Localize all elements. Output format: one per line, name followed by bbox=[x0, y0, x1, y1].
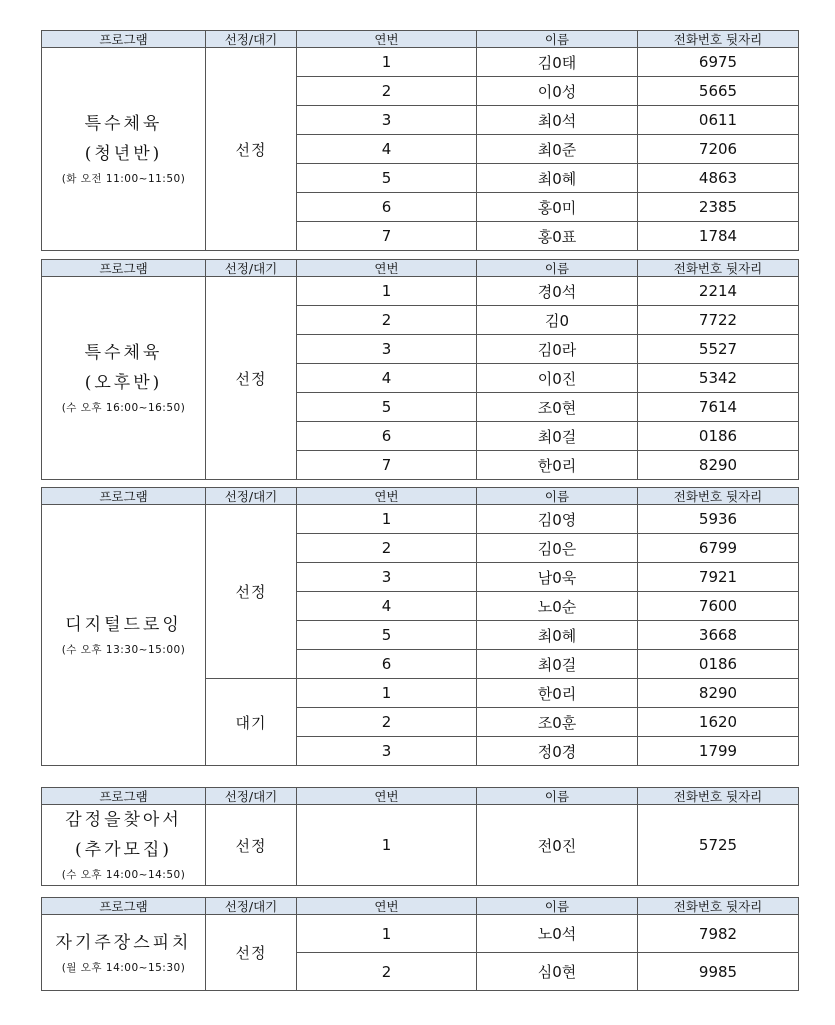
program-subtitle: (청년반) bbox=[84, 144, 163, 164]
header-name: 이름 bbox=[477, 31, 638, 48]
table-row bbox=[42, 805, 799, 886]
row-phone: 8290 bbox=[638, 451, 799, 480]
header-name: 이름 bbox=[477, 260, 638, 277]
row-no: 5 bbox=[297, 621, 477, 650]
row-phone: 2214 bbox=[638, 277, 799, 306]
header-row bbox=[42, 31, 799, 48]
program-title: 특수체육 bbox=[84, 114, 163, 134]
program-title: 감정을찾아서 bbox=[65, 810, 182, 830]
row-phone: 7614 bbox=[638, 393, 799, 422]
row-no: 3 bbox=[297, 563, 477, 592]
row-name: 김0영 bbox=[477, 505, 638, 534]
row-no: 6 bbox=[297, 650, 477, 679]
row-name: 한0리 bbox=[477, 679, 638, 708]
header-status: 선정/대기 bbox=[206, 898, 297, 915]
row-name: 최0혜 bbox=[477, 164, 638, 193]
program-table-3 bbox=[41, 487, 799, 766]
program-title: 디지털드로잉 bbox=[65, 615, 182, 635]
program-cell bbox=[42, 48, 206, 251]
row-no: 1 bbox=[297, 505, 477, 534]
row-no: 4 bbox=[297, 592, 477, 621]
program-cell bbox=[42, 805, 206, 886]
row-phone: 0186 bbox=[638, 650, 799, 679]
row-name: 전0진 bbox=[477, 805, 638, 886]
row-no: 6 bbox=[297, 193, 477, 222]
row-name: 조0훈 bbox=[477, 708, 638, 737]
header-status: 선정/대기 bbox=[206, 488, 297, 505]
header-row bbox=[42, 898, 799, 915]
row-name: 남0욱 bbox=[477, 563, 638, 592]
status-cell: 선정 bbox=[206, 277, 297, 480]
row-name: 한0리 bbox=[477, 451, 638, 480]
row-no: 1 bbox=[297, 277, 477, 306]
table-row bbox=[42, 48, 799, 77]
row-phone: 7206 bbox=[638, 135, 799, 164]
row-name: 심0현 bbox=[477, 953, 638, 991]
row-phone: 1799 bbox=[638, 737, 799, 766]
header-program: 프로그램 bbox=[42, 788, 206, 805]
row-no: 4 bbox=[297, 135, 477, 164]
header-no: 연번 bbox=[297, 260, 477, 277]
status-cell: 선정 bbox=[206, 915, 297, 991]
header-name: 이름 bbox=[477, 488, 638, 505]
row-phone: 6799 bbox=[638, 534, 799, 563]
program-table-5 bbox=[41, 897, 799, 991]
row-phone: 0611 bbox=[638, 106, 799, 135]
program-title: 특수체육 bbox=[84, 343, 163, 363]
program-title: 자기주장스피치 bbox=[55, 932, 192, 953]
program-cell bbox=[42, 915, 206, 991]
row-no: 5 bbox=[297, 164, 477, 193]
program-subtitle: (오후반) bbox=[84, 373, 163, 393]
header-row bbox=[42, 260, 799, 277]
program-time: (수 오후 16:00~16:50) bbox=[61, 402, 186, 414]
row-name: 이0성 bbox=[477, 77, 638, 106]
program-time: (수 오후 14:00~14:50) bbox=[61, 869, 186, 881]
header-phone: 전화번호 뒷자리 bbox=[638, 488, 799, 505]
header-name: 이름 bbox=[477, 898, 638, 915]
row-phone: 4863 bbox=[638, 164, 799, 193]
row-no: 2 bbox=[297, 77, 477, 106]
header-phone: 전화번호 뒷자리 bbox=[638, 260, 799, 277]
row-phone: 7600 bbox=[638, 592, 799, 621]
header-status: 선정/대기 bbox=[206, 31, 297, 48]
row-name: 김0 bbox=[477, 306, 638, 335]
row-name: 경0석 bbox=[477, 277, 638, 306]
row-name: 홍0미 bbox=[477, 193, 638, 222]
row-no: 2 bbox=[297, 953, 477, 991]
header-program: 프로그램 bbox=[42, 898, 206, 915]
program-subtitle: (추가모집) bbox=[75, 840, 172, 860]
row-phone: 0186 bbox=[638, 422, 799, 451]
status-cell: 선정 bbox=[206, 48, 297, 251]
row-no: 1 bbox=[297, 805, 477, 886]
row-phone: 1784 bbox=[638, 222, 799, 251]
header-no: 연번 bbox=[297, 31, 477, 48]
header-program: 프로그램 bbox=[42, 31, 206, 48]
row-name: 최0준 bbox=[477, 135, 638, 164]
header-phone: 전화번호 뒷자리 bbox=[638, 31, 799, 48]
header-no: 연번 bbox=[297, 898, 477, 915]
header-phone: 전화번호 뒷자리 bbox=[638, 788, 799, 805]
program-table-1 bbox=[41, 30, 799, 251]
program-cell bbox=[42, 277, 206, 480]
row-phone: 2385 bbox=[638, 193, 799, 222]
row-phone: 6975 bbox=[638, 48, 799, 77]
program-table-2 bbox=[41, 259, 799, 480]
row-no: 1 bbox=[297, 48, 477, 77]
header-program: 프로그램 bbox=[42, 260, 206, 277]
row-phone: 9985 bbox=[638, 953, 799, 991]
row-name: 노0석 bbox=[477, 915, 638, 953]
row-name: 최0혜 bbox=[477, 621, 638, 650]
row-phone: 7982 bbox=[638, 915, 799, 953]
row-phone: 1620 bbox=[638, 708, 799, 737]
program-time: (월 오후 14:00~15:30) bbox=[61, 961, 186, 974]
row-no: 3 bbox=[297, 737, 477, 766]
row-no: 3 bbox=[297, 335, 477, 364]
row-name: 최0걸 bbox=[477, 650, 638, 679]
program-cell bbox=[42, 505, 206, 766]
table-row bbox=[42, 505, 799, 534]
row-name: 조0현 bbox=[477, 393, 638, 422]
row-no: 2 bbox=[297, 534, 477, 563]
row-no: 2 bbox=[297, 306, 477, 335]
program-time: (수 오후 13:30~15:00) bbox=[61, 644, 186, 656]
program-time: (화 오전 11:00~11:50) bbox=[61, 173, 186, 185]
row-name: 김0라 bbox=[477, 335, 638, 364]
row-name: 이0진 bbox=[477, 364, 638, 393]
header-name: 이름 bbox=[477, 788, 638, 805]
row-name: 최0석 bbox=[477, 106, 638, 135]
row-name: 김0태 bbox=[477, 48, 638, 77]
row-no: 2 bbox=[297, 708, 477, 737]
row-phone: 5665 bbox=[638, 77, 799, 106]
status-cell: 선정 bbox=[206, 505, 297, 679]
header-status: 선정/대기 bbox=[206, 260, 297, 277]
row-no: 1 bbox=[297, 679, 477, 708]
program-table-4 bbox=[41, 787, 799, 886]
header-row bbox=[42, 788, 799, 805]
row-no: 3 bbox=[297, 106, 477, 135]
header-row bbox=[42, 488, 799, 505]
table-row bbox=[42, 915, 799, 953]
header-status: 선정/대기 bbox=[206, 788, 297, 805]
row-phone: 8290 bbox=[638, 679, 799, 708]
header-program: 프로그램 bbox=[42, 488, 206, 505]
header-no: 연번 bbox=[297, 788, 477, 805]
header-phone: 전화번호 뒷자리 bbox=[638, 898, 799, 915]
waitlist-status-cell: 대기 bbox=[206, 679, 297, 766]
row-no: 7 bbox=[297, 222, 477, 251]
row-name: 노0순 bbox=[477, 592, 638, 621]
row-no: 7 bbox=[297, 451, 477, 480]
row-phone: 5725 bbox=[638, 805, 799, 886]
row-no: 5 bbox=[297, 393, 477, 422]
table-row bbox=[42, 277, 799, 306]
row-phone: 7722 bbox=[638, 306, 799, 335]
row-no: 1 bbox=[297, 915, 477, 953]
status-cell: 선정 bbox=[206, 805, 297, 886]
row-phone: 5342 bbox=[638, 364, 799, 393]
row-phone: 7921 bbox=[638, 563, 799, 592]
row-phone: 3668 bbox=[638, 621, 799, 650]
row-no: 6 bbox=[297, 422, 477, 451]
row-no: 4 bbox=[297, 364, 477, 393]
row-name: 정0경 bbox=[477, 737, 638, 766]
row-phone: 5936 bbox=[638, 505, 799, 534]
row-phone: 5527 bbox=[638, 335, 799, 364]
header-no: 연번 bbox=[297, 488, 477, 505]
row-name: 김0은 bbox=[477, 534, 638, 563]
row-name: 홍0표 bbox=[477, 222, 638, 251]
row-name: 최0걸 bbox=[477, 422, 638, 451]
